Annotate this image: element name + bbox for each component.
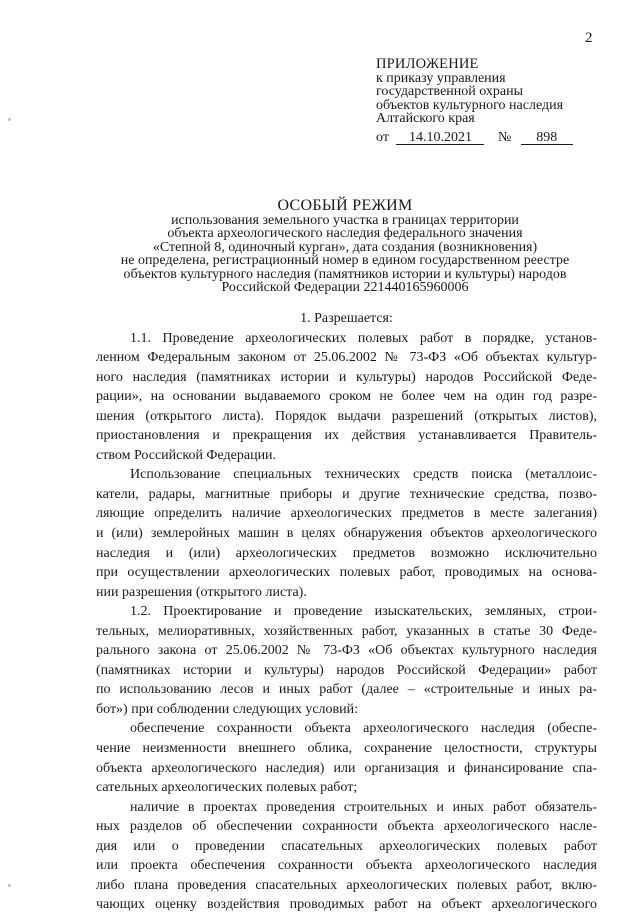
- text-line: обеспечение сохранности объекта археологического наследия (обеспе-: [130, 721, 597, 737]
- text-line: шения (открытого листа). Порядок выдачи разрешений (открытых листов),: [96, 408, 597, 424]
- order-date: 14.10.2021: [396, 131, 484, 145]
- section-heading: 1. Разрешается:: [300, 311, 393, 326]
- appendix-block: [376, 58, 616, 145]
- scan-margin-mark: [8, 118, 11, 121]
- text-line: 1.2. Проектирование и проведение изыскательских, земляных, строи-: [130, 604, 597, 620]
- title-line: использования земельного участка в границах территории: [171, 213, 519, 228]
- date-label: от: [376, 129, 389, 145]
- text-line: рации», на основании выдаваемого сроком не более чем на один год разре-: [96, 389, 597, 405]
- text-line: по использованию лесов и иных работ (далее – «строительные и иных ра-: [96, 682, 597, 698]
- text-line: дия или о проведении спасательных археологических полевых работ: [96, 838, 597, 854]
- title-line: объекта археологического наследия федерального значения: [167, 226, 523, 242]
- title-block: [95, 197, 595, 294]
- text-line: тельных, мелиоративных, хозяйственных работ, указанных в статье 30 Феде-: [96, 623, 597, 639]
- order-number: 898: [521, 131, 573, 145]
- text-line: приостановления и прекращения их действия устанавливается Правитель-: [96, 428, 597, 444]
- order-date-number-row: [376, 131, 616, 145]
- scan-margin-mark: [8, 884, 11, 887]
- text-line: бот») при соблюдении следующих условий:: [96, 701, 359, 717]
- text-line: Использование специальных технических средств поиска (металлоис-: [130, 467, 597, 483]
- text-line: катели, радары, магнитные приборы и другие технические средства, позво-: [96, 486, 597, 502]
- number-label: №: [497, 129, 512, 145]
- text-line: наследия и (или) археологических предметов возможно исключительно: [96, 545, 597, 561]
- text-line: сательных археологических полевых работ;: [96, 780, 358, 796]
- text-line: ных разделов об обеспечении сохранности объекта археологического насле-: [96, 819, 597, 835]
- text-line: ляющие определить наличие археологических предметов в месте залегания): [96, 506, 597, 522]
- text-line: или проекта обеспечения сохранности объекта археологического наследия: [96, 858, 597, 874]
- appendix-line: к приказу управления: [376, 70, 506, 86]
- text-line: наличие в проектах проведения строительных и иных работ обязатель-: [130, 799, 597, 815]
- title-line: Российской Федерации 221440165960006: [221, 280, 469, 296]
- text-line: ленном Федеральным законом от 25.06.2002 № 73-ФЗ «Об объектах культур-: [96, 350, 597, 366]
- document-title: ОСОБЫЙ РЕЖИМ: [277, 197, 413, 214]
- text-line: чение неизменности внешнего облика, сохранение целостности, структуры: [96, 741, 597, 757]
- page-number: 2: [585, 30, 593, 46]
- appendix-line: объектов культурного наследия: [376, 97, 564, 113]
- text-line: нии разрешения (открытого листа).: [96, 584, 307, 600]
- text-line: либо плана проведения спасательных археологических полевых работ, вклю-: [96, 877, 597, 893]
- text-line: ством Российской Федерации.: [96, 447, 277, 463]
- title-line: «Степной 8, одиночный курган», дата создания (возникновения): [152, 239, 538, 255]
- text-line: 1.1. Проведение археологических полевых работ в порядке, установ-: [130, 330, 597, 346]
- text-line: и (или) землеройных машин в целях обнаружения объектов археологического: [96, 526, 597, 542]
- appendix-heading: ПРИЛОЖЕНИЕ: [376, 56, 479, 72]
- document-body: [96, 309, 597, 915]
- appendix-line: Алтайского края: [376, 111, 475, 127]
- text-line: объекта археологического наследия) или организация и финансирование спа-: [96, 760, 597, 776]
- text-line: при осуществлении археологических полевых работ, проводимых на основа-: [96, 565, 597, 581]
- text-line: (памятниках истории и культуры) народов Российской Федерации» работ: [96, 662, 597, 678]
- title-line: не определена, регистрационный номер в едином государственном реестре: [120, 253, 570, 269]
- text-line: рального закона от 25.06.2002 № 73-ФЗ «Об объектах культурного наследия: [96, 643, 597, 659]
- text-line: ного наследия (памятниках истории и культуры) народов Российской Феде-: [96, 369, 597, 385]
- appendix-line: государственной охраны: [376, 84, 524, 100]
- title-line: объектов культурного наследия (памятников истории и культуры) народов: [123, 266, 567, 282]
- text-line: чающих оценку воздействия проводимых работ на объект археологического: [96, 897, 597, 913]
